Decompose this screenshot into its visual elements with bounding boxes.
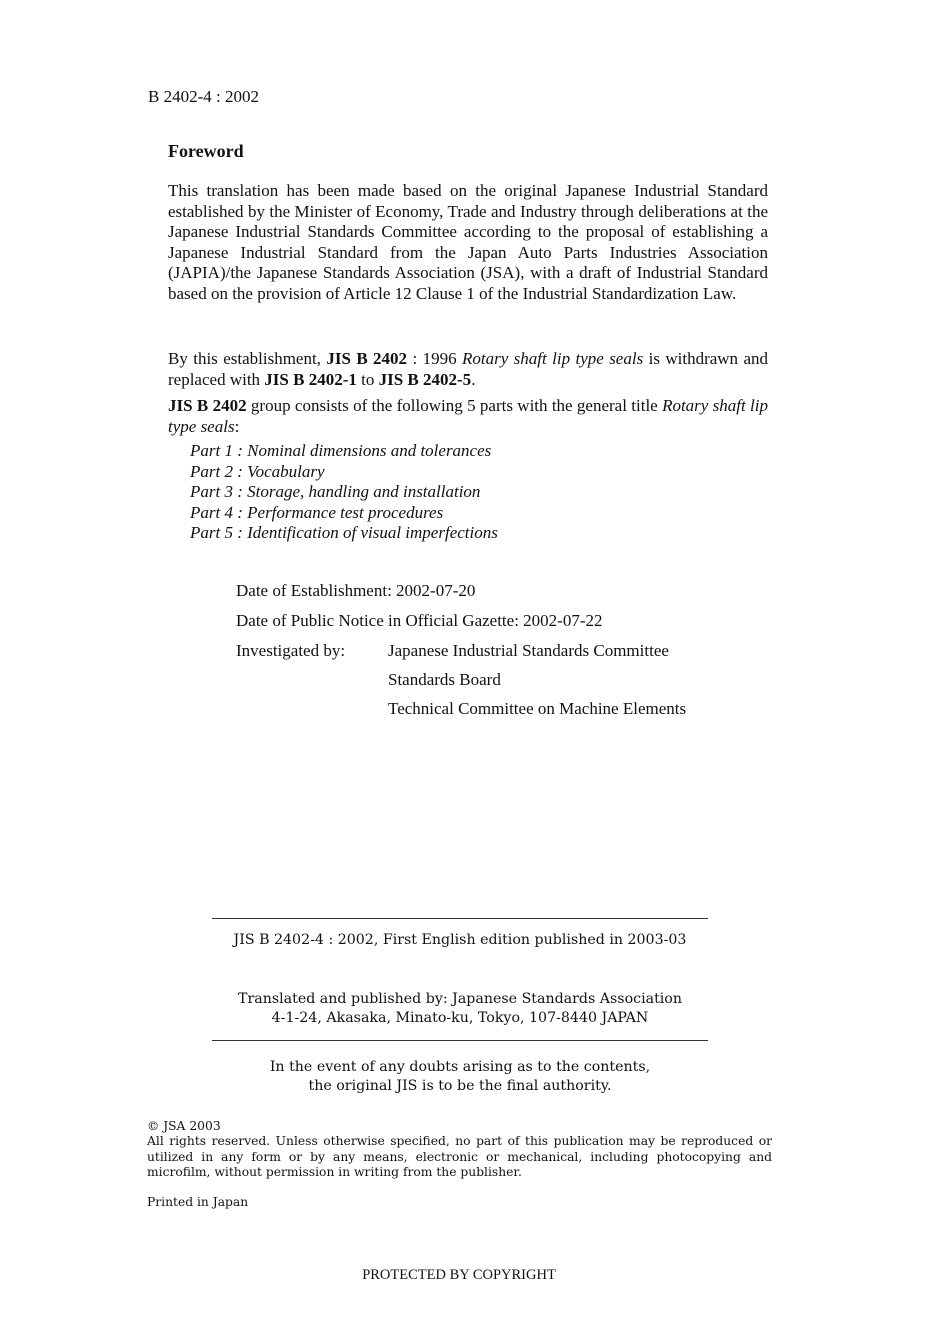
text-run: group consists of the following 5 parts with the general title [246, 396, 663, 415]
text-run: : [234, 416, 240, 436]
text-run: to [356, 369, 379, 389]
authority-note [212, 1058, 708, 1096]
authority-note-line: the original JIS is to be the final authority. [308, 1078, 612, 1094]
parts-list [190, 441, 498, 544]
foreword-paragraph-3 [168, 396, 768, 437]
standard-title: Rotary shaft lip type seals [462, 349, 644, 368]
divider [212, 918, 708, 919]
text-run: . [471, 369, 476, 389]
text-run: : 1996 [407, 349, 462, 368]
foreword-paragraph-2 [168, 349, 768, 390]
foreword-title: Foreword [168, 141, 244, 161]
date-of-public-notice: Date of Public Notice in Official Gazette: 2002-07-22 [236, 611, 603, 630]
printed-in: Printed in Japan [147, 1195, 249, 1209]
edition-line: JIS B 2402-4 : 2002, First English edition published in 2003-03 [233, 932, 687, 948]
rights-statement: All rights reserved. Unless otherwise specified, no part of this publication may be reproduced or utilized in any form or by any means, electronic or mechanical, including photocopying and microfilm, without permission in writing from the publisher. [147, 1134, 772, 1179]
standard-reference: JIS B 2402 [326, 349, 408, 368]
investigated-by-technical-committee: Technical Committee on Machine Elements [388, 699, 687, 718]
part-item: Part 5 : Identification of visual imperfections [190, 523, 498, 543]
standard-title: Rotary shaft lip type seals [168, 396, 768, 436]
part-item: Part 2 : Vocabulary [190, 461, 325, 481]
standard-reference: JIS B 2402-1 [264, 369, 357, 389]
document-id: B 2402-4 : 2002 [148, 87, 259, 106]
investigated-by-committee: Japanese Industrial Standards Committee [388, 641, 669, 660]
text-run: By this establishment, [168, 349, 327, 368]
publisher-address: 4-1-24, Akasaka, Minato-ku, Tokyo, 107-8440 JAPAN [271, 1010, 649, 1026]
investigated-by-board: Standards Board [388, 670, 501, 689]
divider [212, 1040, 708, 1041]
investigated-by-label: Investigated by: [236, 641, 346, 660]
publisher-name: Translated and published by: Japanese Standards Association [238, 991, 682, 1007]
protected-by-copyright: PROTECTED BY COPYRIGHT [362, 1267, 556, 1283]
part-item: Part 1 : Nominal dimensions and tolerances [190, 441, 492, 460]
publisher-block [212, 990, 708, 1028]
authority-note-line: In the event of any doubts arising as to the contents, [269, 1059, 651, 1075]
part-item: Part 4 : Performance test procedures [190, 502, 444, 522]
foreword-paragraph-1: This translation has been made based on the original Japanese Industrial Standard established by the Minister of Economy, Trade and Industry through deliberations at the Japanese Industrial Standards Committee according to the proposal of establishing a Japanese Industrial Standard from the Japan Auto Parts Industries Association (JAPIA)/the Japanese Standards Association (JSA), with a draft of Industrial Standard based on the provision of Article 12 Clause 1 of the Industrial Standardization Law. [168, 181, 768, 303]
copyright-notice: © JSA 2003 [147, 1119, 221, 1133]
part-item: Part 3 : Storage, handling and installation [190, 482, 481, 502]
text-run: is withdrawn and replaced with [168, 349, 768, 389]
date-of-establishment: Date of Establishment: 2002-07-20 [236, 581, 476, 600]
standard-reference: JIS B 2402-5 [378, 369, 472, 389]
standard-reference: JIS B 2402 [168, 396, 247, 415]
